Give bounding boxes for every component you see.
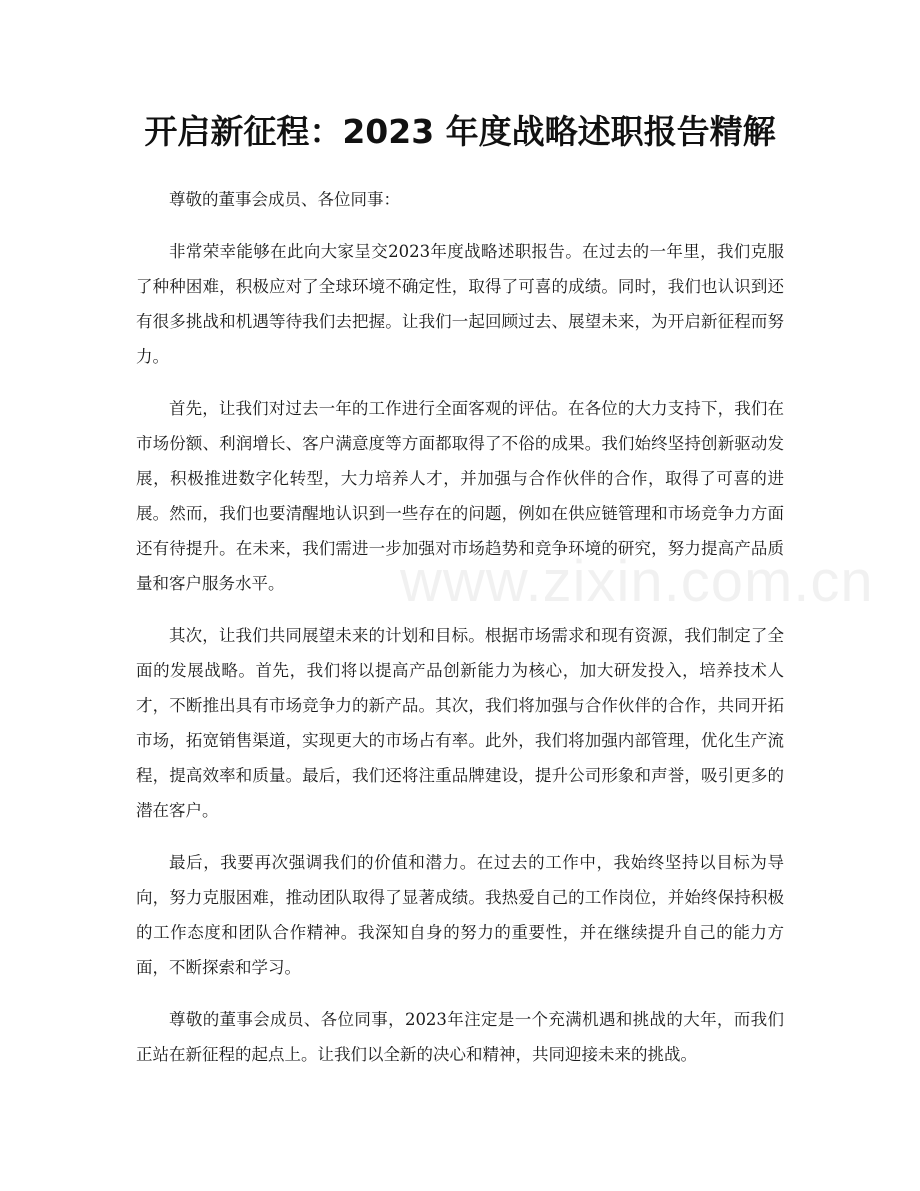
intro-paragraph: 非常荣幸能够在此向大家呈交2023年度战略述职报告。在过去的一年里，我们克服了种种困难，积极应对了全球环境不确定性，取得了可喜的成绩。同时，我们也认识到还有很多挑战和机遇等待我们去把握。让我们一起回顾过去、展望未来，为开启新征程而努力。 [136, 242, 784, 366]
plan-paragraph: 其次，让我们共同展望未来的计划和目标。根据市场需求和现有资源，我们制定了全面的发展战略。首先，我们将以提高产品创新能力为核心，加大研发投入，培养技术人才，不断推出具有市场竞争力的新产品。其次，我们将加强与合作伙伴的合作，共同开拓市场，拓宽销售渠道，实现更大的市场占有率。此外，我们将加强内部管理，优化生产流程，提高效率和质量。最后，我们还将注重品牌建设，提升公司形象和声誉，吸引更多的潜在客户。 [136, 626, 784, 820]
document-title: 开启新征程：2023 年度战略述职报告精解 [144, 112, 776, 151]
salutation-paragraph: 尊敬的董事会成员、各位同事： [169, 190, 400, 209]
closing-paragraph: 尊敬的董事会成员、各位同事，2023年注定是一个充满机遇和挑战的大年，而我们正站在新征程的起点上。让我们以全新的决心和精神，共同迎接未来的挑战。 [136, 1010, 784, 1064]
value-paragraph: 最后，我要再次强调我们的价值和潜力。在过去的工作中，我始终坚持以目标为导向，努力克服困难，推动团队取得了显著成绩。我热爱自己的工作岗位，并始终保持积极的工作态度和团队合作精神。我深知自身的努力的重要性，并在继续提升自己的能力方面，不断探索和学习。 [136, 853, 784, 977]
document-body [136, 182, 784, 1089]
review-paragraph: 首先，让我们对过去一年的工作进行全面客观的评估。在各位的大力支持下，我们在市场份额、利润增长、客户满意度等方面都取得了不俗的成果。我们始终坚持创新驱动发展，积极推进数字化转型，大力培养人才，并加强与合作伙伴的合作，取得了可喜的进展。然而，我们也要清醒地认识到一些存在的问题，例如在供应链管理和市场竞争力方面还有待提升。在未来，我们需进一步加强对市场趋势和竞争环境的研究，努力提高产品质量和客户服务水平。 [136, 399, 784, 593]
site-watermark: www.zixin.com.cn [400, 549, 874, 614]
